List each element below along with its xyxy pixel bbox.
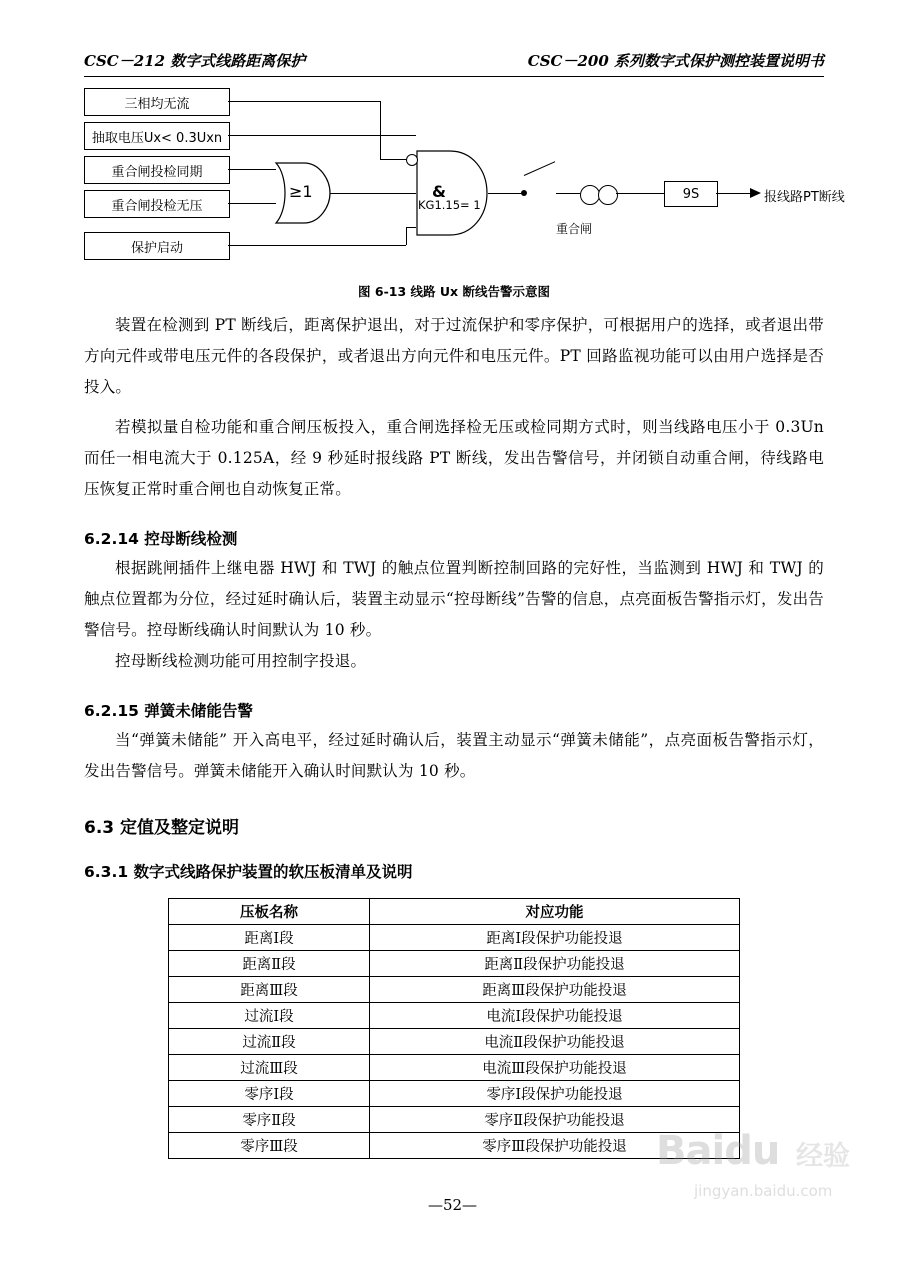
table-row	[169, 925, 740, 951]
and-gate-note: KG1.15= 1	[418, 198, 481, 212]
heading-6-3: 6.3 定值及整定说明	[84, 818, 240, 838]
coil-circle-2	[598, 185, 618, 205]
page-number: —52—	[427, 1196, 478, 1214]
table-cell-func: 零序Ⅱ段保护功能投退	[370, 1107, 740, 1133]
table-row	[169, 1003, 740, 1029]
and-gate-shape	[416, 150, 488, 236]
switch-lever	[524, 161, 555, 176]
diagram-input-box-1	[84, 88, 230, 116]
header-rule	[84, 76, 824, 77]
table-cell-func: 距离Ⅱ段保护功能投退	[370, 951, 740, 977]
paragraph-1: 装置在检测到 PT 断线后，距离保护退出，对于过流保护和零序保护，可根据用户的选择，或者退出带方向元件或带电压元件的各段保护，或者退出方向元件和电压元件。PT 回路监视功能可以由用户选择是否投入。	[84, 316, 824, 396]
output-label: 报线路PT断线	[764, 190, 845, 205]
wire-switch-out	[556, 193, 580, 194]
table-cell-name: 距离Ⅲ段	[169, 977, 370, 1003]
table-cell-func: 距离Ⅲ段保护功能投退	[370, 977, 740, 1003]
diagram-input-label-4: 重合闸投检无压	[111, 198, 203, 214]
diagram-input-label-3: 重合闸投检同期	[111, 164, 203, 180]
heading-6-2-15: 6.2.15 弹簧未储能告警	[84, 702, 253, 720]
switch-pivot	[521, 190, 527, 196]
heading-6-2-14: 6.2.14 控母断线检测	[84, 530, 238, 548]
table-row	[169, 1081, 740, 1107]
table-cell-name: 距离Ⅰ段	[169, 925, 370, 951]
table-cell-func: 电流Ⅲ段保护功能投退	[370, 1055, 740, 1081]
header-right-title: CSC－200 系列数字式保护测控装置说明书	[527, 52, 824, 70]
table-cell-func: 距离Ⅰ段保护功能投退	[370, 925, 740, 951]
wire-in1-v	[380, 101, 381, 159]
wire-in5-h	[228, 245, 406, 246]
diagram-input-box-4	[84, 190, 230, 218]
diagram-input-label-2: 抽取电压Ux< 0.3Uxn	[91, 130, 223, 146]
and-gate-label: &	[432, 182, 446, 201]
switch-label: 重合闸	[556, 222, 593, 236]
table-row	[169, 1055, 740, 1081]
wire-in5-v	[406, 227, 407, 245]
table-cell-name: 零序Ⅲ段	[169, 1133, 370, 1159]
paragraph-5: 当“弹簧未储能” 开入高电平，经过延时确认后，装置主动显示“弹簧未储能”，点亮面板告警指示灯，发出告警信号。弹簧未储能开入确认时间默认为 10 秒。	[84, 731, 824, 780]
watermark-cn: 经验	[796, 1141, 850, 1172]
document-body	[84, 310, 824, 1159]
paragraph-2: 若模拟量自检功能和重合闸压板投入，重合闸选择检无压或检同期方式时，则当线路电压小于 0.3Un 而任一相电流大于 0.125A，经 9 秒延时报线路 PT 断线，发出告警信号，并闭锁自动重合闸，待线路电压恢复正常时重合闸也自动恢复正常。	[84, 418, 824, 498]
table-header-cell-1: 压板名称	[169, 899, 370, 925]
timer-label: 9S	[682, 186, 700, 202]
diagram-input-label-5: 保护启动	[130, 240, 183, 256]
logic-diagram	[84, 86, 845, 299]
watermark	[656, 1128, 886, 1224]
table-row	[169, 977, 740, 1003]
coil-circle-1	[580, 185, 600, 205]
diagram-input-box-5	[84, 232, 230, 260]
wire-output	[716, 193, 754, 194]
diagram-input-label-1: 三相均无流	[124, 96, 190, 112]
table-cell-name: 过流Ⅲ段	[169, 1055, 370, 1081]
table-row	[169, 1107, 740, 1133]
wire-in3	[228, 169, 276, 170]
paragraph-4: 控母断线检测功能可用控制字投退。	[115, 652, 367, 670]
table-header-cell-2: 对应功能	[370, 899, 740, 925]
table-cell-func: 电流Ⅱ段保护功能投退	[370, 1029, 740, 1055]
page-header	[84, 50, 824, 74]
watermark-brand: Baidu	[656, 1128, 780, 1174]
watermark-url: jingyan.baidu.com	[694, 1182, 833, 1200]
header-left-title: CSC－212 数字式线路距离保护	[84, 52, 306, 70]
table-cell-name: 距离Ⅱ段	[169, 951, 370, 977]
arrow-icon	[750, 187, 762, 199]
wire-in5-h2	[406, 227, 416, 228]
wire-coil-out	[616, 193, 664, 194]
table-cell-name: 零序Ⅰ段	[169, 1081, 370, 1107]
wire-in4	[228, 203, 276, 204]
table-cell-func: 零序Ⅰ段保护功能投退	[370, 1081, 740, 1107]
table-cell-func: 电流Ⅰ段保护功能投退	[370, 1003, 740, 1029]
wire-in2	[228, 135, 416, 136]
soft-plate-table	[168, 898, 740, 1159]
wire-in1-h	[228, 101, 380, 102]
paragraph-3: 根据跳闸插件上继电器 HWJ 和 TWJ 的触点位置判断控制回路的完好性，当监测到 HWJ 和 TWJ 的触点位置都为分位，经过延时确认后，装置主动显示“控母断线”告警的信息，点亮面板告警指示灯，发出告警信号。控母断线确认时间默认为 10 秒。	[84, 559, 824, 639]
wire-or-out	[330, 193, 416, 194]
table-cell-func: 零序Ⅲ段保护功能投退	[370, 1133, 740, 1159]
table-cell-name: 零序Ⅱ段	[169, 1107, 370, 1133]
figure-caption: 图 6-13 线路 Ux 断线告警示意图	[358, 284, 550, 299]
table-header-row	[169, 899, 740, 925]
table-row	[169, 951, 740, 977]
timer-box	[664, 181, 718, 207]
diagram-input-box-3	[84, 156, 230, 184]
table-cell-name: 过流Ⅱ段	[169, 1029, 370, 1055]
diagram-input-box-2	[84, 122, 230, 150]
wire-and-out	[488, 193, 524, 194]
table-row	[169, 1029, 740, 1055]
or-gate-label: ≥1	[289, 182, 313, 201]
table-cell-name: 过流Ⅰ段	[169, 1003, 370, 1029]
junction-dot-1	[406, 154, 418, 166]
heading-6-3-1: 6.3.1 数字式线路保护装置的软压板清单及说明	[84, 863, 413, 881]
table-row	[169, 1133, 740, 1159]
